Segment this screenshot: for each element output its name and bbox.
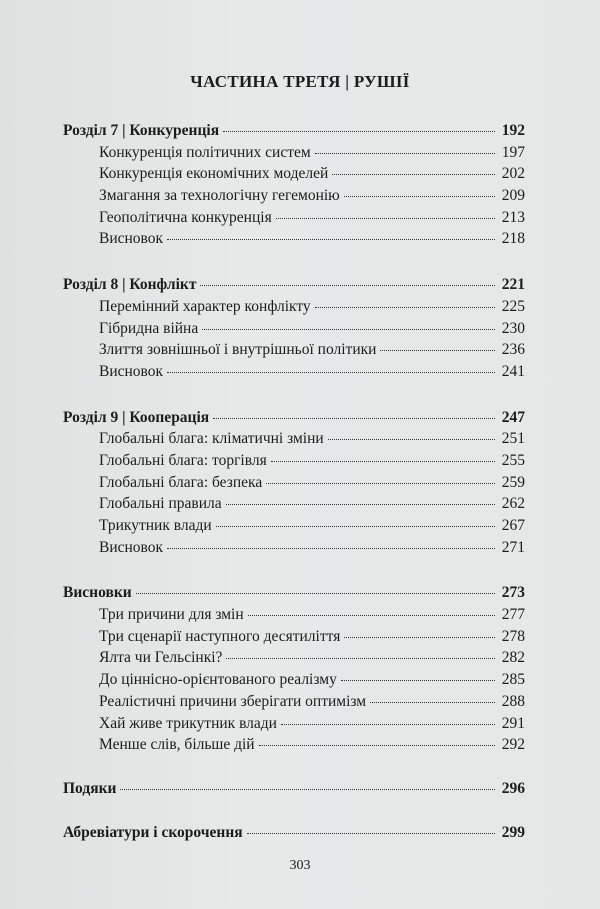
dot-leader [167, 239, 495, 240]
dot-leader [200, 285, 495, 286]
entry-page-number: 251 [501, 430, 525, 448]
toc-subentry [63, 320, 525, 342]
entry-title: Перемінний характер конфлікту [99, 297, 311, 315]
toc-heading-entry [63, 780, 525, 802]
entry-page-number: 291 [501, 714, 525, 732]
entry-page-number: 197 [501, 143, 525, 161]
toc-subentry [63, 628, 525, 650]
section-spacer [63, 802, 525, 824]
dot-leader [380, 350, 495, 351]
entry-title: Глобальні правила [99, 495, 222, 513]
entry-page-number: 192 [501, 122, 525, 139]
dot-leader [120, 789, 495, 790]
entry-title: Розділ 7 | Конкуренція [63, 122, 220, 139]
toc-subentry [63, 693, 525, 715]
entry-page-number: 277 [501, 606, 525, 624]
toc-subentry [63, 539, 525, 561]
entry-page-number: 285 [501, 671, 525, 689]
entry-title: Подяки [63, 779, 117, 797]
dot-leader [271, 461, 495, 462]
entry-title: До ціннісно-орієнтованого реалізму [99, 671, 337, 689]
dot-leader [213, 418, 495, 419]
entry-page-number: 288 [501, 692, 525, 710]
dot-leader [315, 153, 495, 154]
entry-title: Три причини для змін [99, 606, 244, 624]
entry-page-number: 273 [501, 584, 525, 602]
section-spacer [63, 758, 525, 780]
section-spacer [63, 385, 525, 409]
entry-title: Висновок [99, 538, 164, 556]
dot-leader [136, 593, 495, 594]
toc-subentry [63, 144, 525, 166]
entry-title: Розділ 8 | Конфлікт [63, 276, 197, 294]
entry-title: Реалістичні причини зберігати оптимізм [99, 692, 367, 710]
toc-subentry [63, 671, 525, 693]
toc-subentry [63, 341, 525, 363]
toc-heading-entry [63, 122, 525, 144]
entry-page-number: 247 [501, 408, 525, 426]
dot-leader [223, 131, 495, 132]
entry-title: Глобальні блага: кліматичні зміни [99, 430, 324, 448]
dot-leader [370, 702, 495, 703]
entry-page-number: 299 [501, 823, 525, 841]
entry-page-number: 225 [501, 297, 525, 315]
toc-subentry [63, 474, 525, 496]
dot-leader [332, 174, 495, 175]
dot-leader [259, 745, 495, 746]
entry-page-number: 241 [501, 362, 525, 380]
entry-page-number: 255 [501, 451, 525, 469]
entry-page-number: 259 [501, 473, 525, 491]
entry-title: Злиття зовнішньої і внутрішньої політики [99, 341, 377, 359]
toc-heading-entry [63, 584, 525, 606]
entry-title: Три сценарії наступного десятиліття [99, 627, 341, 645]
entry-title: Менше слів, більше дій [99, 736, 255, 754]
entry-page-number: 202 [501, 165, 525, 183]
toc-heading-entry [63, 409, 525, 431]
entry-page-number: 278 [501, 627, 525, 645]
entry-title: Конкуренція економічних моделей [99, 165, 329, 183]
dot-leader [226, 504, 495, 505]
toc-subentry [63, 736, 525, 758]
toc-subentry [63, 165, 525, 187]
entry-title: Ялта чи Гельсінкі? [99, 649, 223, 667]
toc-subentry [63, 606, 525, 628]
dot-leader [266, 483, 495, 484]
entry-page-number: 209 [501, 187, 525, 205]
dot-leader [344, 637, 495, 638]
toc-subentry [63, 430, 525, 452]
toc-heading-entry [63, 824, 525, 846]
entry-page-number: 218 [501, 230, 525, 248]
entry-page-number: 213 [501, 208, 525, 226]
dot-leader [167, 372, 495, 373]
entry-page-number: 230 [501, 319, 525, 337]
entry-title: Трикутник влади [99, 517, 212, 534]
dot-leader [226, 658, 495, 659]
dot-leader [248, 615, 495, 616]
part-title: ЧАСТИНА ТРЕТЯ | РУШІЇ [190, 72, 410, 91]
dot-leader [315, 307, 495, 308]
entry-title: Змагання за технологічну гегемонію [99, 187, 340, 205]
entry-title: Висновки [63, 584, 132, 602]
entry-title: Глобальні блага: торгівля [99, 451, 267, 469]
entry-page-number: 221 [501, 276, 525, 294]
toc-subentry [63, 495, 525, 517]
dot-leader [167, 548, 495, 549]
dot-leader [328, 439, 495, 440]
toc-subentry [63, 298, 525, 320]
toc-subentry [63, 209, 525, 231]
toc-subentry [63, 230, 525, 252]
dot-leader [341, 680, 495, 681]
entry-title: Гібридна війна [99, 319, 199, 337]
section-spacer [63, 560, 525, 584]
entry-title: Абревіатури і скорочення [63, 823, 243, 841]
entry-title: Конкуренція політичних систем [99, 143, 311, 161]
table-of-contents [63, 122, 525, 845]
entry-page-number: 236 [501, 341, 525, 359]
page-number: 303 [289, 858, 311, 873]
entry-title: Висновок [99, 362, 164, 380]
entry-page-number: 271 [501, 538, 525, 556]
entry-page-number: 292 [501, 736, 525, 754]
entry-title: Геополітична конкуренція [99, 208, 272, 226]
dot-leader [202, 329, 495, 330]
toc-heading-entry [63, 276, 525, 298]
dot-leader [276, 218, 495, 219]
dot-leader [344, 196, 495, 197]
dot-leader [281, 724, 495, 725]
toc-subentry [63, 517, 525, 539]
toc-subentry [63, 649, 525, 671]
entry-page-number: 282 [501, 649, 525, 667]
toc-subentry [63, 363, 525, 385]
entry-page-number: 267 [501, 517, 525, 534]
toc-subentry [63, 452, 525, 474]
entry-title: Висновок [99, 230, 164, 248]
entry-title: Хай живе трикутник влади [99, 714, 277, 732]
toc-subentry [63, 187, 525, 209]
entry-page-number: 296 [501, 779, 525, 797]
dot-leader [247, 833, 495, 834]
dot-leader [216, 526, 495, 527]
entry-title: Розділ 9 | Кооперація [63, 408, 210, 426]
entry-page-number: 262 [501, 495, 525, 513]
section-spacer [63, 252, 525, 276]
toc-subentry [63, 715, 525, 737]
entry-title: Глобальні блага: безпека [99, 473, 263, 491]
